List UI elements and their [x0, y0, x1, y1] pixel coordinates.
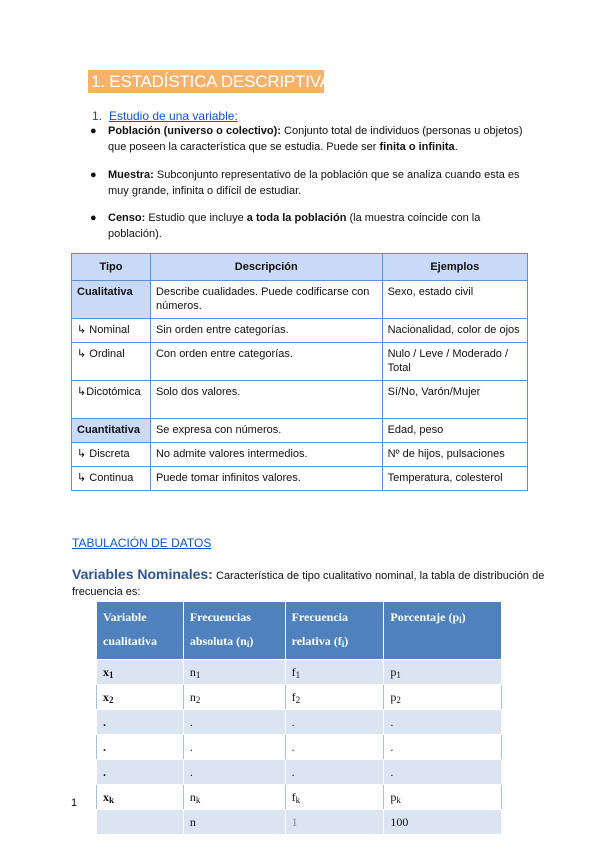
freq-cell: . [285, 710, 384, 735]
description-cell: Con orden entre categorías. [150, 343, 382, 381]
bullet-text: Conjunto total de individuos (personas u objetos) que poseen la característica que se estudia. Puede ser [108, 125, 523, 153]
freq-cell: $p_2$ [384, 685, 502, 710]
type-cell: Cuantitativa [72, 419, 151, 443]
examples-cell: Temperatura, colesterol [382, 467, 527, 491]
type-cell: ↳ Nominal [72, 319, 151, 343]
bullet-term: Censo: [108, 212, 146, 224]
bullet-term: Población (universo o colectivo): [108, 125, 281, 137]
bullet-term: Muestra: [108, 169, 154, 181]
table-row [72, 281, 528, 319]
freq-cell: $f_2$ [285, 685, 384, 710]
freq-column-header: Frecuencias absoluta $(n_i)$ [183, 602, 285, 660]
freq-cell: . [384, 735, 502, 760]
description-cell: Puede tomar infinitos valores. [150, 467, 382, 491]
type-cell: ↳Dicotómica [72, 381, 151, 419]
freq-row [97, 760, 502, 785]
column-header: Descripción [150, 254, 382, 281]
freq-cell: . [384, 710, 502, 735]
freq-cell [97, 810, 184, 835]
bullet-text: Subconjunto representativo de la población que se analiza cuando esta es muy grande, infinita o difícil de estudiar. [108, 169, 520, 197]
freq-row [97, 735, 502, 760]
description-cell: Sin orden entre categorías. [150, 319, 382, 343]
bullet-text: Estudio que incluye [145, 212, 247, 224]
frequency-table [96, 601, 502, 835]
bullet-censo [108, 211, 533, 242]
bullet-bold: finita o infinita [379, 140, 455, 153]
freq-cell: $f_k$ [285, 785, 384, 810]
subsection-link[interactable]: Estudio de una variable: [109, 109, 238, 123]
description-cell: No admite valores intermedios. [150, 443, 382, 467]
examples-cell: Edad, peso [382, 419, 527, 443]
type-cell: ↳ Continua [72, 467, 151, 491]
freq-cell: . [97, 760, 184, 785]
page-title: 1. ESTADÍSTICA DESCRIPTIVA [91, 72, 331, 91]
table-row [72, 467, 528, 491]
bullet-text: . [454, 140, 458, 153]
freq-row [97, 710, 502, 735]
freq-cell: $p_1$ [384, 660, 502, 685]
type-cell: ↳ Ordinal [72, 343, 151, 381]
variable-types-table [71, 253, 528, 491]
freq-cell: $n_2$ [183, 685, 285, 710]
table-row [72, 343, 528, 381]
description-cell: Describe cualidades. Puede codificarse con números. [150, 281, 382, 319]
table-row [72, 381, 528, 419]
tabulacion-link[interactable]: TABULACIÓN DE DATOS [72, 536, 212, 550]
freq-cell: $x_2$ [97, 685, 184, 710]
table-row [72, 443, 528, 467]
bullet-muestra [108, 168, 533, 199]
bullet-bold: a toda la población [246, 212, 347, 224]
type-cell: ↳ Discreta [72, 443, 151, 467]
bullet-dot: ● [90, 212, 97, 224]
freq-cell: $n_k$ [183, 785, 285, 810]
freq-row [97, 810, 502, 835]
table-row [72, 419, 528, 443]
freq-cell: 1 [285, 810, 384, 835]
freq-cell: . [183, 735, 285, 760]
type-cell: Cualitativa [72, 281, 151, 319]
examples-cell: Nacionalidad, color de ojos [382, 319, 527, 343]
freq-column-header: Porcentaje $(p_i)$ [384, 602, 502, 660]
description-cell: Solo dos valores. [150, 381, 382, 419]
subsection-number: 1. [92, 109, 103, 123]
examples-cell: Nulo / Leve / Moderado / Total [382, 343, 527, 381]
freq-cell: 100 [384, 810, 502, 835]
freq-cell: . [97, 710, 184, 735]
freq-cell: . [285, 735, 384, 760]
examples-cell: Nº de hijos, pulsaciones [382, 443, 527, 467]
freq-cell: $f_1$ [285, 660, 384, 685]
freq-row [97, 785, 502, 810]
freq-cell: $n_1$ [183, 660, 285, 685]
freq-cell: $p_k$ [384, 785, 502, 810]
freq-row [97, 685, 502, 710]
freq-cell: . [285, 760, 384, 785]
freq-column-header: Frecuencia relativa $(f_i)$ [285, 602, 384, 660]
freq-cell: . [183, 760, 285, 785]
freq-row [97, 660, 502, 685]
freq-cell: . [183, 710, 285, 735]
description-cell: Se expresa con números. [150, 419, 382, 443]
bullet-poblacion [108, 124, 533, 155]
freq-cell: . [97, 735, 184, 760]
nominal-description: Característica de tipo cualitativo nominal, la tabla de distribución de frecuencia es: [72, 570, 545, 598]
examples-cell: Sí/No, Varón/Mujer [382, 381, 527, 419]
bullet-text: (la muestra coincide con la población). [108, 212, 481, 240]
column-header: Ejemplos [382, 254, 527, 281]
page-number: 1 [71, 797, 78, 809]
freq-cell: $x_1$ [97, 660, 184, 685]
bullet-dot: ● [90, 125, 97, 137]
table-row [72, 319, 528, 343]
examples-cell: Sexo, estado civil [382, 281, 527, 319]
freq-cell: n [183, 810, 285, 835]
bullet-dot: ● [90, 169, 97, 181]
freq-cell: $x_k$ [97, 785, 184, 810]
column-header: Tipo [72, 254, 151, 281]
nominal-heading: Variables Nominales: [72, 566, 213, 582]
freq-column-header: Variable cualitativa [97, 602, 184, 660]
freq-cell: . [384, 760, 502, 785]
